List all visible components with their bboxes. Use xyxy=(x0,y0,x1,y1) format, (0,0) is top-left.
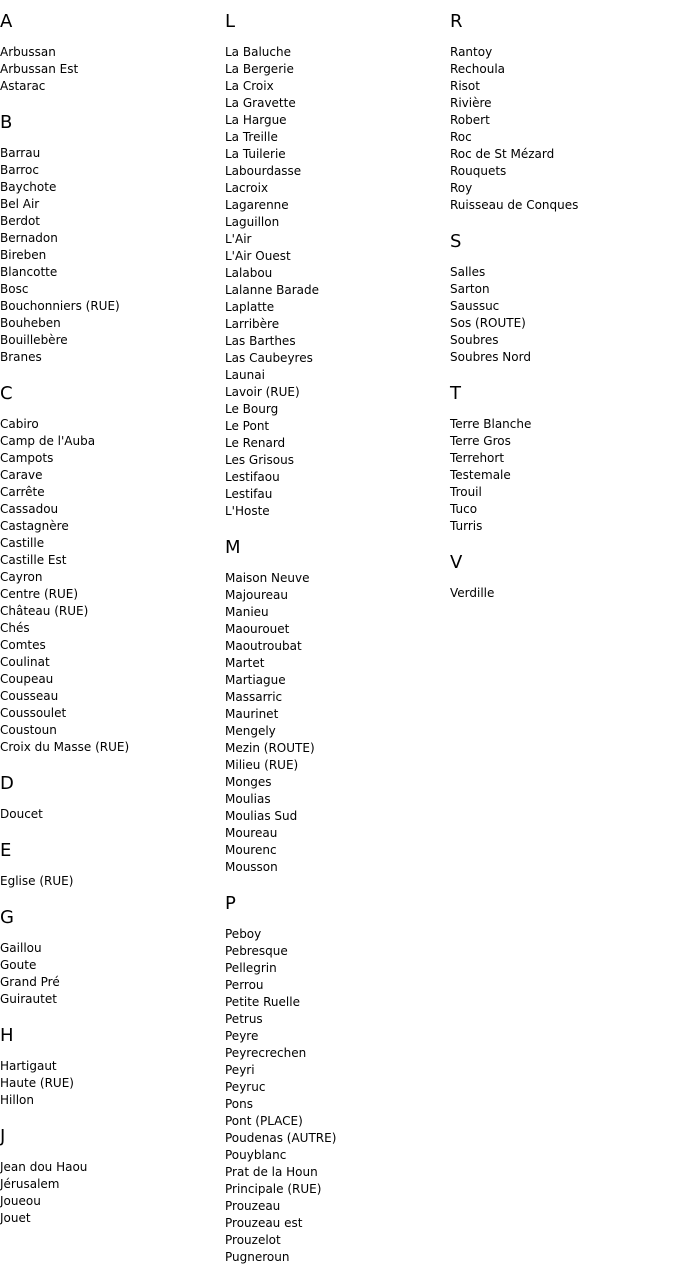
place-list xyxy=(0,873,225,890)
place-link-l-air[interactable]: L'Air xyxy=(225,232,252,246)
letter-group-r xyxy=(450,12,675,214)
place-list xyxy=(0,416,225,756)
place-link-barrau[interactable]: Barrau xyxy=(0,146,41,160)
place-list xyxy=(225,926,450,1266)
place-link-testemale[interactable]: Testemale xyxy=(450,468,511,482)
place-link-mourenc[interactable]: Mourenc xyxy=(225,843,277,857)
place-link-mousson[interactable]: Mousson xyxy=(225,860,278,874)
place-link-bernadon[interactable]: Bernadon xyxy=(0,231,58,245)
place-link-maoutroubat[interactable]: Maoutroubat xyxy=(225,639,302,653)
place-link-gaillou[interactable]: Gaillou xyxy=(0,941,42,955)
place-link-soubres[interactable]: Soubres xyxy=(450,333,499,347)
place-link-pebresque[interactable]: Pebresque xyxy=(225,944,288,958)
place-link-bosc[interactable]: Bosc xyxy=(0,282,29,296)
place-link-rechoula[interactable]: Rechoula xyxy=(450,62,506,76)
letter-heading: B xyxy=(0,112,13,133)
letter-group-c xyxy=(0,384,225,756)
place-link-le-pont[interactable]: Le Pont xyxy=(225,419,270,433)
place-link-hartigaut[interactable]: Hartigaut xyxy=(0,1059,57,1073)
place-link-peboy[interactable]: Peboy xyxy=(225,927,262,941)
letter-group-m xyxy=(225,538,450,876)
place-link-milieu-rue[interactable]: Milieu (RUE) xyxy=(225,758,299,772)
place-link-manieu[interactable]: Manieu xyxy=(225,605,269,619)
place-link-trouil[interactable]: Trouil xyxy=(450,485,482,499)
place-link-castille[interactable]: Castille xyxy=(0,536,45,550)
place-link-roc[interactable]: Roc xyxy=(450,130,472,144)
letter-heading: R xyxy=(450,11,463,32)
place-link-sarton[interactable]: Sarton xyxy=(450,282,490,296)
letter-heading: E xyxy=(0,840,12,861)
place-link-grand-pre[interactable]: Grand Pré xyxy=(0,975,60,989)
place-link-coustoun[interactable]: Coustoun xyxy=(0,723,57,737)
letter-heading: C xyxy=(0,383,13,404)
place-link-cousseau[interactable]: Cousseau xyxy=(0,689,59,703)
place-link-pons[interactable]: Pons xyxy=(225,1097,254,1111)
column-2 xyxy=(225,12,450,1284)
letter-heading: D xyxy=(0,773,14,794)
place-link-astarac[interactable]: Astarac xyxy=(0,79,46,93)
place-list xyxy=(225,570,450,876)
place-link-peyri[interactable]: Peyri xyxy=(225,1063,255,1077)
place-link-le-bourg[interactable]: Le Bourg xyxy=(225,402,279,416)
place-link-lacroix[interactable]: Lacroix xyxy=(225,181,269,195)
place-link-la-hargue[interactable]: La Hargue xyxy=(225,113,287,127)
letter-heading: V xyxy=(450,552,463,573)
place-link-lestifau[interactable]: Lestifau xyxy=(225,487,273,501)
place-link-goute[interactable]: Goute xyxy=(0,958,37,972)
place-link-labourdasse[interactable]: Labourdasse xyxy=(225,164,302,178)
place-link-las-caubeyres[interactable]: Las Caubeyres xyxy=(225,351,313,365)
letter-group-p xyxy=(225,894,450,1266)
place-link-prat-de-la-houn[interactable]: Prat de la Houn xyxy=(225,1165,318,1179)
place-list xyxy=(450,44,675,214)
place-link-cassadou[interactable]: Cassadou xyxy=(0,502,59,516)
place-link-l-air-ouest[interactable]: L'Air Ouest xyxy=(225,249,291,263)
letter-group-g xyxy=(0,908,225,1008)
place-link-centre-rue[interactable]: Centre (RUE) xyxy=(0,587,79,601)
place-link-doucet[interactable]: Doucet xyxy=(0,807,43,821)
place-link-roy[interactable]: Roy xyxy=(450,181,473,195)
place-link-larribere[interactable]: Larribère xyxy=(225,317,280,331)
letter-heading: T xyxy=(450,383,461,404)
place-link-les-grisous[interactable]: Les Grisous xyxy=(225,453,294,467)
place-link-jean-dou-haou[interactable]: Jean dou Haou xyxy=(0,1160,88,1174)
place-link-bireben[interactable]: Bireben xyxy=(0,248,47,262)
place-link-castagnere[interactable]: Castagnère xyxy=(0,519,69,533)
place-link-terre-gros[interactable]: Terre Gros xyxy=(450,434,511,448)
place-link-maison-neuve[interactable]: Maison Neuve xyxy=(225,571,310,585)
letter-heading: S xyxy=(450,231,462,252)
place-link-majoureau[interactable]: Majoureau xyxy=(225,588,288,602)
place-link-robert[interactable]: Robert xyxy=(450,113,490,127)
place-link-sos-route[interactable]: Sos (ROUTE) xyxy=(450,316,526,330)
place-link-peyrecrechen[interactable]: Peyrecrechen xyxy=(225,1046,307,1060)
place-list xyxy=(0,44,225,95)
place-link-peyruc[interactable]: Peyruc xyxy=(225,1080,266,1094)
place-link-la-gravette[interactable]: La Gravette xyxy=(225,96,296,110)
place-link-campots[interactable]: Campots xyxy=(0,451,54,465)
place-link-coussoulet[interactable]: Coussoulet xyxy=(0,706,67,720)
place-link-ruisseau-de-conques[interactable]: Ruisseau de Conques xyxy=(450,198,579,212)
place-link-verdille[interactable]: Verdille xyxy=(450,586,495,600)
place-link-la-croix[interactable]: La Croix xyxy=(225,79,274,93)
place-list xyxy=(450,264,675,366)
letter-heading: P xyxy=(225,893,236,914)
letter-heading: J xyxy=(0,1126,6,1147)
place-list xyxy=(0,1159,225,1227)
place-link-barroc[interactable]: Barroc xyxy=(0,163,39,177)
place-link-prouzeau[interactable]: Prouzeau xyxy=(225,1199,281,1213)
place-link-jerusalem[interactable]: Jérusalem xyxy=(0,1177,60,1191)
letter-heading: M xyxy=(225,537,241,558)
place-link-pont-place[interactable]: Pont (PLACE) xyxy=(225,1114,303,1128)
place-link-pugneroun[interactable]: Pugneroun xyxy=(225,1250,290,1264)
place-link-branes[interactable]: Branes xyxy=(0,350,42,364)
place-link-poudenas-autre[interactable]: Poudenas (AUTRE) xyxy=(225,1131,337,1145)
letter-group-b xyxy=(0,113,225,366)
place-link-haute-rue[interactable]: Haute (RUE) xyxy=(0,1076,74,1090)
place-link-las-barthes[interactable]: Las Barthes xyxy=(225,334,296,348)
place-link-arbussan[interactable]: Arbussan xyxy=(0,45,56,59)
letter-group-a xyxy=(0,12,225,95)
letter-heading: L xyxy=(225,11,236,32)
place-link-camp-de-l-auba[interactable]: Camp de l'Auba xyxy=(0,434,96,448)
place-link-massarric[interactable]: Massarric xyxy=(225,690,283,704)
place-link-martet[interactable]: Martet xyxy=(225,656,265,670)
place-link-moulias-sud[interactable]: Moulias Sud xyxy=(225,809,298,823)
place-link-rouquets[interactable]: Rouquets xyxy=(450,164,507,178)
place-link-launai[interactable]: Launai xyxy=(225,368,265,382)
place-link-bel-air[interactable]: Bel Air xyxy=(0,197,40,211)
column-1 xyxy=(0,12,225,1245)
place-link-salles[interactable]: Salles xyxy=(450,265,486,279)
place-link-bouheben[interactable]: Bouheben xyxy=(0,316,61,330)
place-link-soubres-nord[interactable]: Soubres Nord xyxy=(450,350,531,364)
place-link-lagarenne[interactable]: Lagarenne xyxy=(225,198,289,212)
place-link-jouet[interactable]: Jouet xyxy=(0,1211,31,1225)
place-link-hillon[interactable]: Hillon xyxy=(0,1093,34,1107)
place-link-la-tuilerie[interactable]: La Tuilerie xyxy=(225,147,286,161)
place-link-rantoy[interactable]: Rantoy xyxy=(450,45,493,59)
place-link-moureau[interactable]: Moureau xyxy=(225,826,278,840)
place-link-petrus[interactable]: Petrus xyxy=(225,1012,263,1026)
place-link-coulinat[interactable]: Coulinat xyxy=(0,655,50,669)
place-link-maurinet[interactable]: Maurinet xyxy=(225,707,279,721)
place-link-carrete[interactable]: Carrête xyxy=(0,485,45,499)
place-link-roc-de-st-mezard[interactable]: Roc de St Mézard xyxy=(450,147,555,161)
place-link-guirautet[interactable]: Guirautet xyxy=(0,992,57,1006)
place-link-arbussan-est[interactable]: Arbussan Est xyxy=(0,62,79,76)
place-link-saussuc[interactable]: Saussuc xyxy=(450,299,500,313)
place-link-castille-est[interactable]: Castille Est xyxy=(0,553,67,567)
place-link-martiague[interactable]: Martiague xyxy=(225,673,286,687)
place-link-laguillon[interactable]: Laguillon xyxy=(225,215,280,229)
place-link-perrou[interactable]: Perrou xyxy=(225,978,264,992)
place-list xyxy=(0,145,225,366)
column-3 xyxy=(450,12,675,620)
place-link-terrehort[interactable]: Terrehort xyxy=(450,451,505,465)
place-link-principale-rue[interactable]: Principale (RUE) xyxy=(225,1182,322,1196)
letter-heading: A xyxy=(0,11,13,32)
place-link-lalanne-barade[interactable]: Lalanne Barade xyxy=(225,283,320,297)
place-list xyxy=(0,940,225,1008)
place-link-prouzelot[interactable]: Prouzelot xyxy=(225,1233,281,1247)
place-link-peyre[interactable]: Peyre xyxy=(225,1029,259,1043)
place-link-mezin-route[interactable]: Mezin (ROUTE) xyxy=(225,741,315,755)
place-link-joueou[interactable]: Joueou xyxy=(0,1194,41,1208)
place-link-riviere[interactable]: Rivière xyxy=(450,96,492,110)
place-link-la-treille[interactable]: La Treille xyxy=(225,130,278,144)
place-link-coupeau[interactable]: Coupeau xyxy=(0,672,54,686)
place-link-turris[interactable]: Turris xyxy=(450,519,483,533)
place-link-l-hoste[interactable]: L'Hoste xyxy=(225,504,270,518)
letter-heading: H xyxy=(0,1025,14,1046)
place-link-eglise-rue[interactable]: Eglise (RUE) xyxy=(0,874,74,888)
place-link-le-renard[interactable]: Le Renard xyxy=(225,436,286,450)
place-link-chateau-rue[interactable]: Château (RUE) xyxy=(0,604,89,618)
place-link-bouchonniers-rue[interactable]: Bouchonniers (RUE) xyxy=(0,299,120,313)
place-link-comtes[interactable]: Comtes xyxy=(0,638,46,652)
place-link-la-baluche[interactable]: La Baluche xyxy=(225,45,291,59)
place-link-risot[interactable]: Risot xyxy=(450,79,480,93)
letter-group-v xyxy=(450,553,675,602)
place-list xyxy=(0,806,225,823)
letter-group-s xyxy=(450,232,675,366)
letter-group-h xyxy=(0,1026,225,1109)
place-link-cabiro[interactable]: Cabiro xyxy=(0,417,39,431)
place-link-lestifaou[interactable]: Lestifaou xyxy=(225,470,280,484)
place-link-blancotte[interactable]: Blancotte xyxy=(0,265,58,279)
place-link-laplatte[interactable]: Laplatte xyxy=(225,300,275,314)
place-link-cayron[interactable]: Cayron xyxy=(0,570,43,584)
place-link-lalabou[interactable]: Lalabou xyxy=(225,266,273,280)
place-list xyxy=(225,44,450,520)
place-list xyxy=(0,1058,225,1109)
place-link-berdot[interactable]: Berdot xyxy=(0,214,41,228)
place-link-petite-ruelle[interactable]: Petite Ruelle xyxy=(225,995,300,1009)
place-link-mengely[interactable]: Mengely xyxy=(225,724,276,738)
place-link-moulias[interactable]: Moulias xyxy=(225,792,271,806)
place-link-la-bergerie[interactable]: La Bergerie xyxy=(225,62,294,76)
place-link-bouillebere[interactable]: Bouillebère xyxy=(0,333,68,347)
place-link-prouzeau-est[interactable]: Prouzeau est xyxy=(225,1216,303,1230)
place-list xyxy=(450,416,675,535)
place-link-baychote[interactable]: Baychote xyxy=(0,180,57,194)
place-link-pellegrin[interactable]: Pellegrin xyxy=(225,961,277,975)
place-link-lavoir-rue[interactable]: Lavoir (RUE) xyxy=(225,385,300,399)
letter-group-d xyxy=(0,774,225,823)
place-link-maourouet[interactable]: Maourouet xyxy=(225,622,290,636)
place-link-ches[interactable]: Chés xyxy=(0,621,30,635)
letter-group-e xyxy=(0,841,225,890)
place-link-pouyblanc[interactable]: Pouyblanc xyxy=(225,1148,287,1162)
place-link-carave[interactable]: Carave xyxy=(0,468,43,482)
place-link-croix-du-masse-rue[interactable]: Croix du Masse (RUE) xyxy=(0,740,130,754)
letter-group-l xyxy=(225,12,450,520)
place-link-terre-blanche[interactable]: Terre Blanche xyxy=(450,417,532,431)
place-link-monges[interactable]: Monges xyxy=(225,775,272,789)
place-list xyxy=(450,585,675,602)
letter-group-j xyxy=(0,1127,225,1227)
letter-group-t xyxy=(450,384,675,535)
place-link-tuco[interactable]: Tuco xyxy=(450,502,478,516)
letter-heading: G xyxy=(0,907,14,928)
